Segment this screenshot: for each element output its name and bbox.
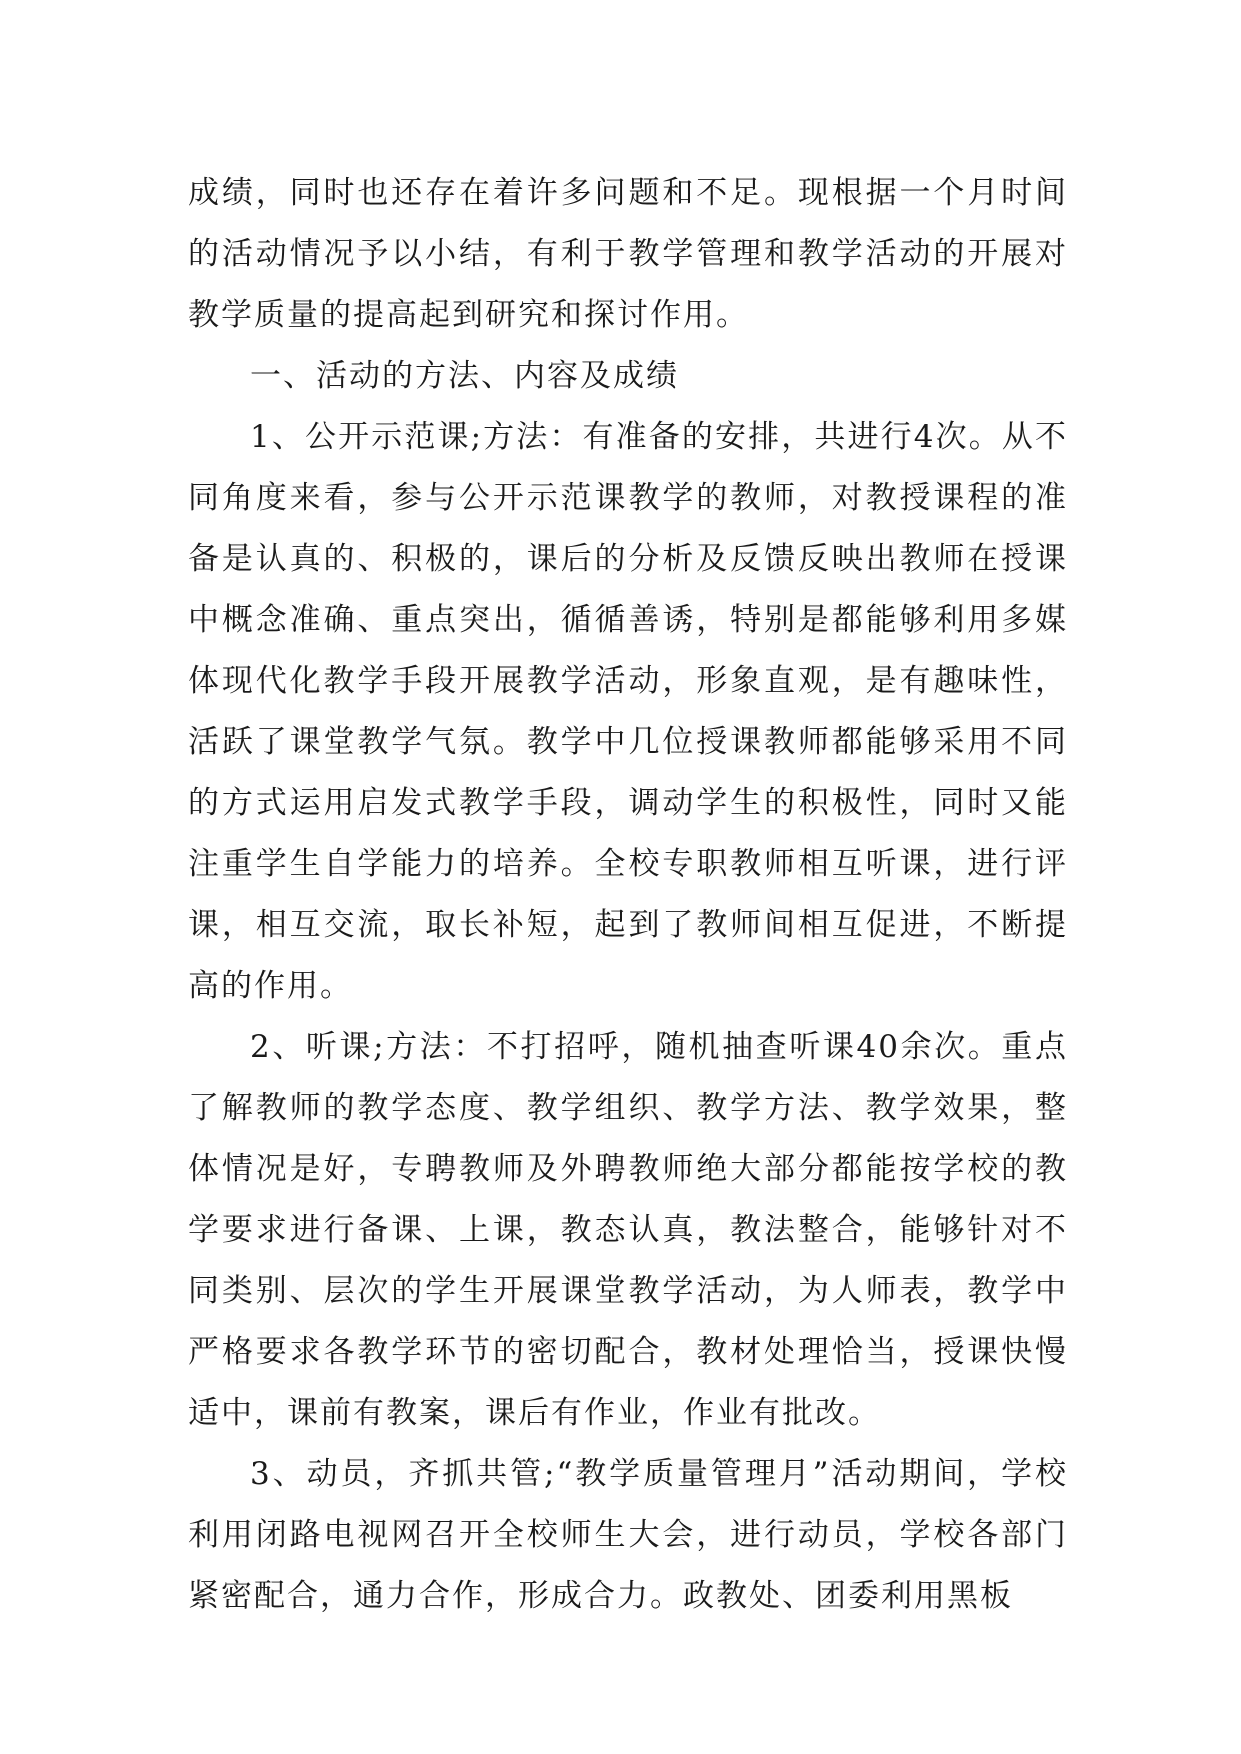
paragraph-continuation: 成绩，同时也还存在着许多问题和不足。现根据一个月时间的活动情况予以小结，有利于教学管理和教学活动的开展对教学质量的提高起到研究和探讨作用。: [188, 175, 1068, 333]
document-body: [188, 163, 1068, 1627]
section-heading: 一、活动的方法、内容及成绩: [250, 358, 679, 394]
paragraph-mobilization: 3、动员，齐抓共管;“教学质量管理月”活动期间，学校利用闭路电视网召开全校师生大会，进行动员，学校各部门紧密配合，通力合作，形成合力。政教处、团委利用黑板: [188, 1456, 1068, 1614]
paragraph-open-class: 1、公开示范课;方法：有准备的安排，共进行4次。从不同角度来看，参与公开示范课教学的教师，对教授课程的准备是认真的、积极的，课后的分析及反馈反映出教师在授课中概念准确、重点突出，循循善诱，特别是都能够利用多媒体现代化教学手段开展教学活动，形象直观，是有趣味性，活跃了课堂教学气氛。教学中几位授课教师都能够采用不同的方式运用启发式教学手段，调动学生的积极性，同时又能注重学生自学能力的培养。全校专职教师相互听课，进行评课，相互交流，取长补短，起到了教师间相互促进，不断提高的作用。: [188, 419, 1068, 1004]
paragraph-lesson-observation: 2、听课;方法：不打招呼，随机抽查听课40余次。重点了解教师的教学态度、教学组织、教学方法、教学效果，整体情况是好，专聘教师及外聘教师绝大部分都能按学校的教学要求进行备课、上课，教态认真，教法整合，能够针对不同类别、层次的学生开展课堂教学活动，为人师表，教学中严格要求各教学环节的密切配合，教材处理恰当，授课快慢适中，课前有教案，课后有作业，作业有批改。: [188, 1029, 1068, 1431]
